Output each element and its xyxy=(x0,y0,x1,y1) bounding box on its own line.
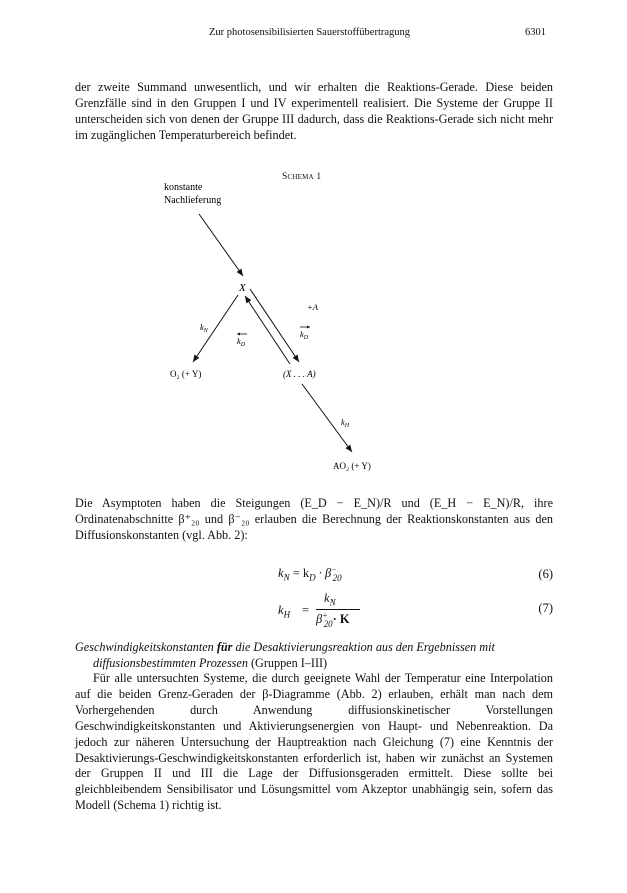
intro-paragraph: der zweite Summand unwesentlich, und wir erhalten die Reaktions-Gerade. Diese beiden Grenzfälle sind in den Gruppen I und IV experimentell realisiert. Die Systeme der Gruppe II unterscheiden sich von denen der Gruppe III dadurch, dass die Reaktions-Gerade sich nicht mehr im zugänglichen Temperaturbereich befindet. xyxy=(75,80,553,142)
kn-label: $k_N$ xyxy=(200,322,208,334)
kh-label: $k_H$ xyxy=(341,417,350,429)
equation-7 xyxy=(278,593,398,627)
supply-arrow xyxy=(199,214,243,276)
section-heading-line2: diffusionsbestimmten Prozessen (Gruppen I–III) xyxy=(93,655,328,670)
kd-back-arrow xyxy=(245,296,290,364)
equation-6-number: (6) xyxy=(538,567,553,581)
section-heading-line1: Geschwindigkeitskonstanten für die Desaktivierungsreaktion aus den Ergebnissen mit xyxy=(75,640,495,654)
plus-a-label: +A xyxy=(307,302,318,312)
kd-forward-arrow xyxy=(250,289,299,362)
eq7-equals: = xyxy=(302,603,310,617)
product-left-label: O₂ (+ Y) xyxy=(170,369,202,379)
eq7-denominator: $\beta^+_{20}\cdot K$ xyxy=(316,611,350,629)
asymptotes-paragraph: Die Asymptoten haben die Steigungen (E_D − E_N)/R und (E_H − E_N)/R, ihre Ordinatenabschnitte β⁺₂₀ und β⁻₂₀ erlauben die Berechnung der Reaktionskonstanten aus den Diffusionskonstanten (vgl. Abb. 2): xyxy=(75,496,553,542)
equation-7-number: (7) xyxy=(538,601,553,615)
kd-fwd-overarrow-head xyxy=(307,326,310,329)
eq7-numerator: $k_N$ xyxy=(324,591,336,608)
eq7-lhs: $k_H$ xyxy=(278,603,291,620)
kd-back-label: $k_D$ xyxy=(237,336,246,348)
product-right-label: AO₂ (+ Y) xyxy=(333,461,371,471)
closing-paragraph: Für alle untersuchten Systeme, die durch geeignete Wahl der Temperatur eine Interpolation auf die beiden Grenz-Geraden der β-Diagramme (Abb. 2) erlauben, erhält man nach dem Vorhergehenden durch Anwendung diffusionskinetischer Vorstellungen Geschwindigkeitskonstanten und Aktivierungsenergien von Haupt- und Nebenreaktion. Da jedoch zur näheren Untersuchung der Hauptreaktion nach Gleichung (7) eine Kenntnis der Desaktivierungs-Geschwindigkeitskonstanten erforderlich ist, haben wir zunächst an Systemen der Gruppen II und III die Lage der Diffusionsgeraden ermittelt. Diese sollte bei gleichbleibendem Sensibilisator und Lösungsmittel vom Akzeptor unabhängig sein, sofern das Modell (Schema 1) richtig ist. xyxy=(75,671,553,813)
source-label-line1: konstante xyxy=(164,182,203,193)
section-heading xyxy=(75,640,553,672)
eq7-fraction-bar xyxy=(316,609,360,610)
schema-label-word: Schema xyxy=(282,172,314,182)
running-title: Zur photosensibilisierten Sauerstoffübertragung xyxy=(209,27,411,38)
equation-6: $k_N = k_D \cdot \beta^-_{20}$ xyxy=(278,565,342,583)
schema-label-number: 1 xyxy=(316,172,322,182)
kd-fwd-label: $k_D$ xyxy=(300,329,309,341)
page-number: 6301 xyxy=(525,27,546,38)
source-label-line2: Nachlieferung xyxy=(164,195,222,206)
node-x: X xyxy=(239,282,246,294)
complex-label: (X . . . A) xyxy=(283,369,316,379)
